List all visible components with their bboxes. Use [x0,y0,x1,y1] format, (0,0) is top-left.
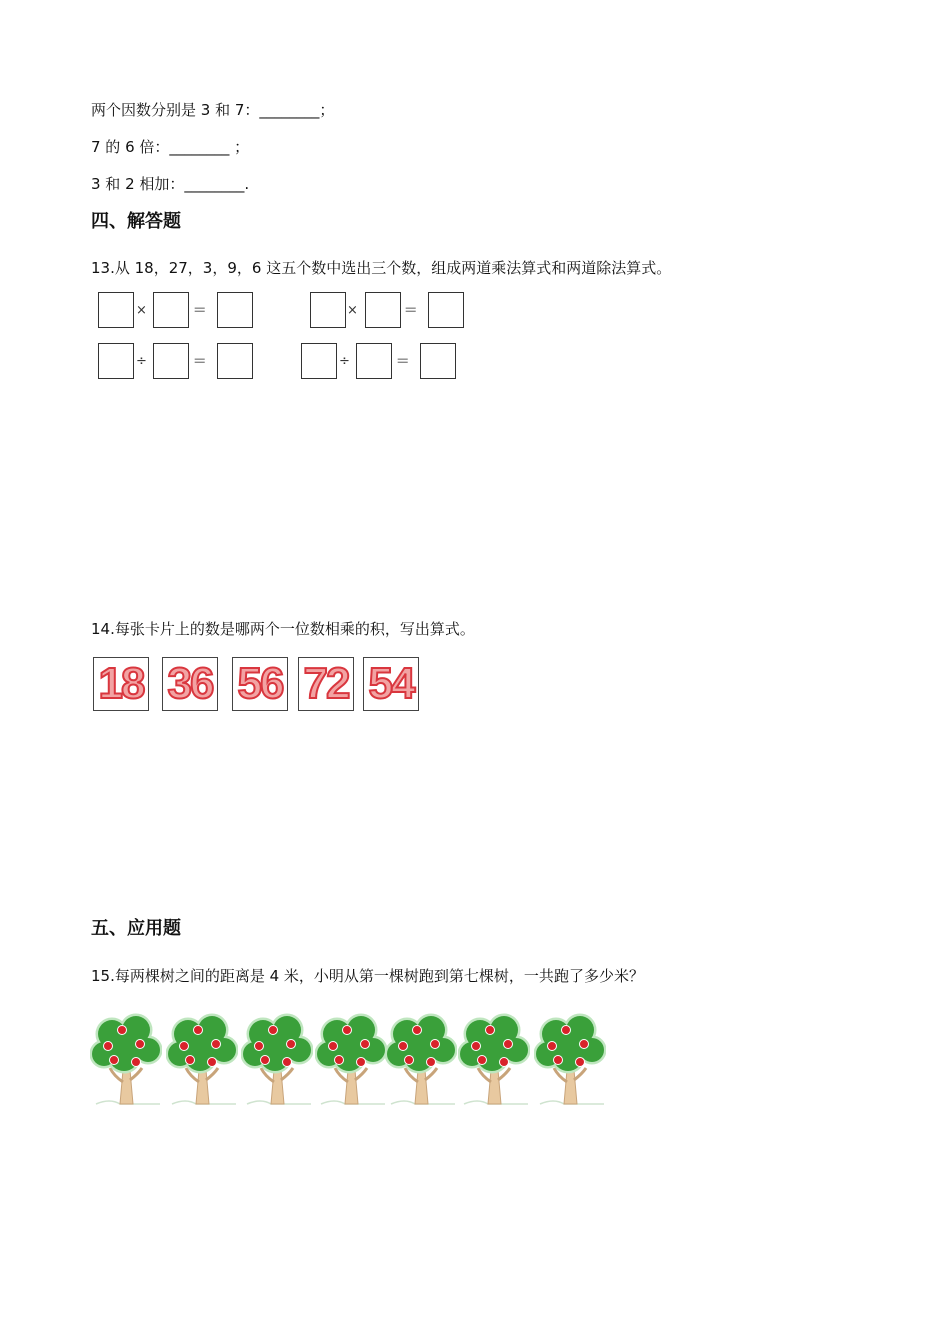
number-card [232,657,288,711]
number-card-value: 54 [368,659,414,708]
answer-box[interactable] [153,343,189,379]
apple-tree-icon [241,1012,313,1110]
answer-box[interactable] [301,343,337,379]
question-13-text: 13.从 18，27，3，9，6 这五个数中选出三个数，组成两道乘法算式和两道除法算式。 [91,259,672,277]
answer-box[interactable] [217,292,253,328]
divide-sign: ÷ [136,354,147,369]
equals-sign: = [396,351,410,370]
number-card [298,657,354,711]
fill-blank-line-1: 两个因数分别是 3 和 7：________； [91,101,335,119]
multiply-sign: × [347,303,358,318]
multiply-sign: × [136,303,147,318]
number-card-value: 18 [98,659,144,708]
apple-tree-icon [315,1012,387,1110]
number-card [93,657,149,711]
fill-blank-line-2: 7 的 6 倍：________ ； [91,138,250,156]
divide-sign: ÷ [339,354,350,369]
answer-box[interactable] [420,343,456,379]
apple-tree-icon [166,1012,238,1110]
number-card [363,657,419,711]
question-14-text: 14.每张卡片上的数是哪两个一位数相乘的积，写出算式。 [91,620,475,638]
equals-sign: = [404,300,418,319]
answer-box[interactable] [428,292,464,328]
section-4-heading: 四、解答题 [91,211,181,232]
apple-tree-icon [458,1012,530,1110]
answer-box[interactable] [365,292,401,328]
number-card-value: 72 [303,659,349,708]
fill-blank-line-3: 3 和 2 相加：________. [91,175,250,193]
answer-box[interactable] [153,292,189,328]
answer-box[interactable] [98,292,134,328]
question-15-text: 15.每两棵树之间的距离是 4 米，小明从第一棵树跑到第七棵树，一共跑了多少米？ [91,967,644,985]
number-card-value: 36 [167,659,213,708]
apple-tree-icon [385,1012,457,1110]
apple-tree-icon [90,1012,162,1110]
answer-box[interactable] [98,343,134,379]
equals-sign: = [193,300,207,319]
apple-tree-icon [534,1012,606,1110]
equals-sign: = [193,351,207,370]
answer-box[interactable] [356,343,392,379]
number-card-value: 56 [237,659,283,708]
answer-box[interactable] [217,343,253,379]
number-card [162,657,218,711]
section-5-heading: 五、应用题 [91,918,181,939]
answer-box[interactable] [310,292,346,328]
